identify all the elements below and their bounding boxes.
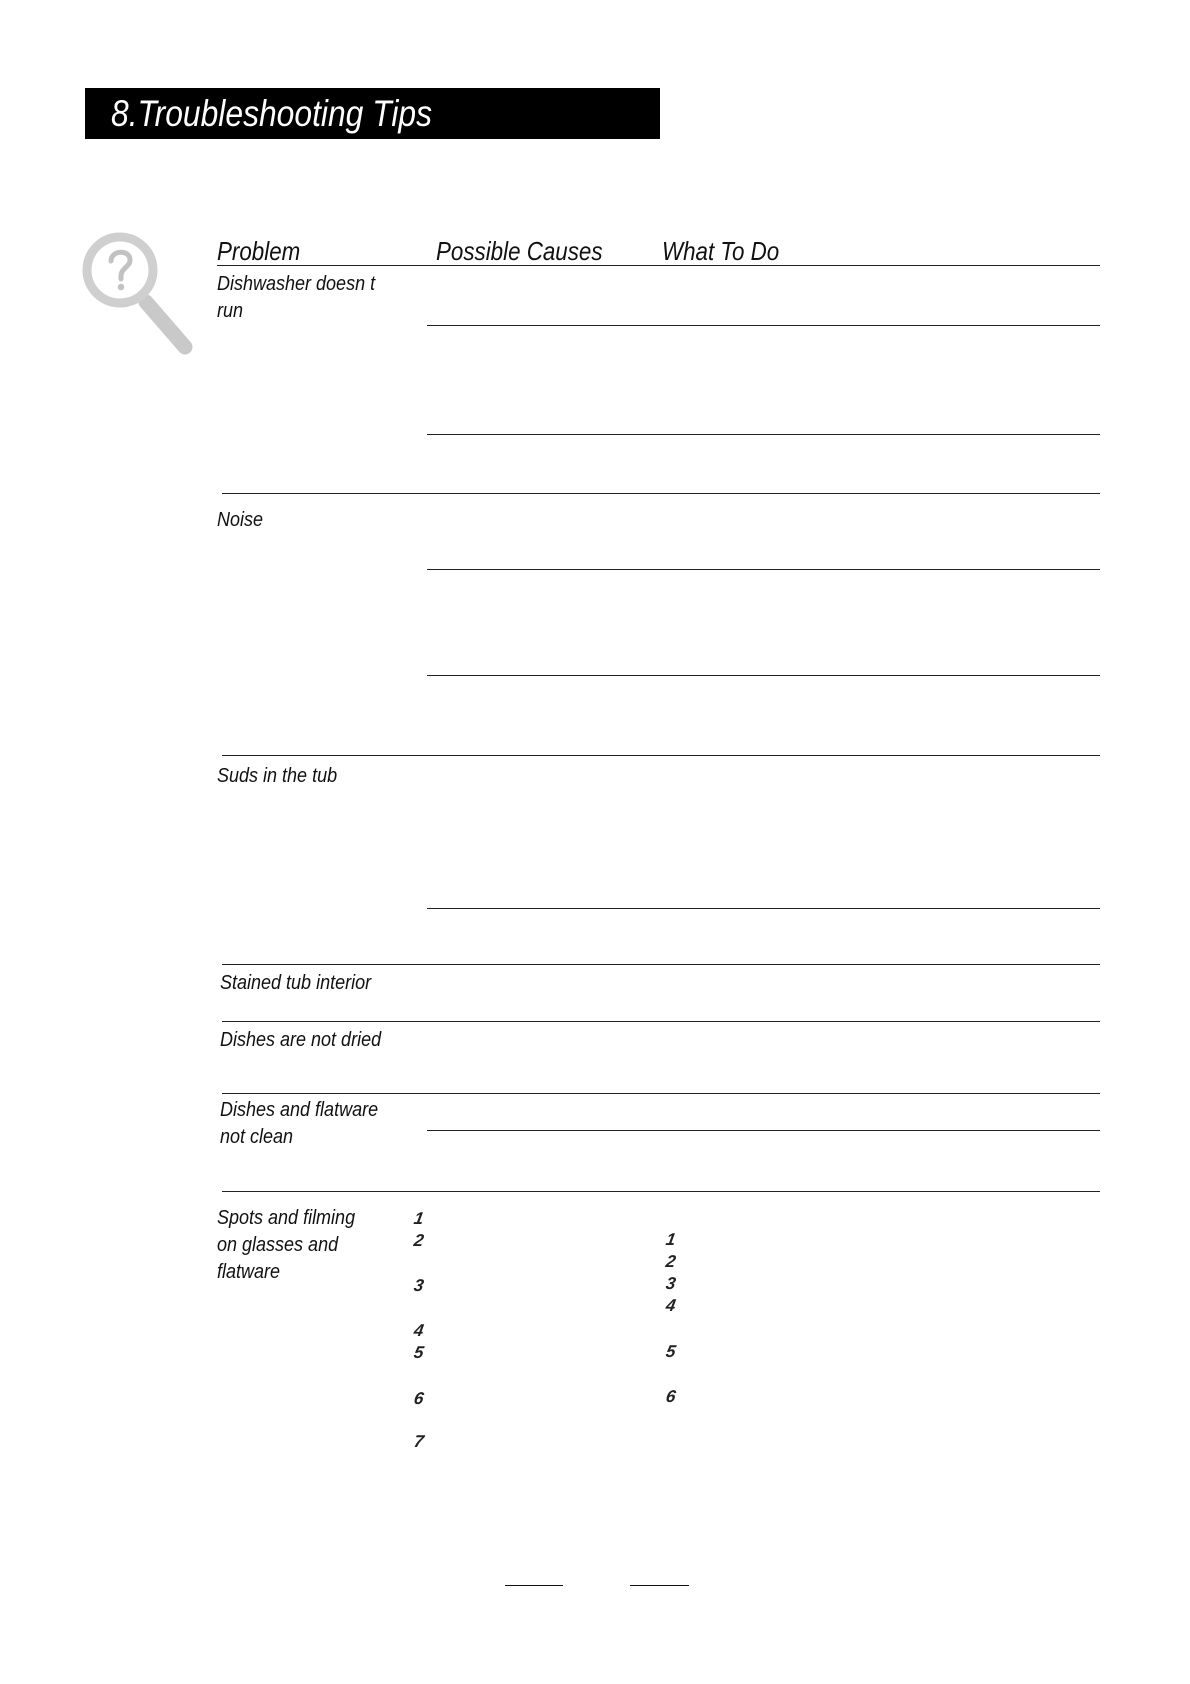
cause-number: 2 [412, 1231, 426, 1250]
row-divider [222, 1021, 1100, 1022]
problem-line: Dishes and flatware [220, 1099, 379, 1121]
row-divider [222, 1093, 1100, 1094]
problem-line: on glasses and [217, 1234, 339, 1256]
problem-noise [217, 507, 263, 534]
problem-line: Dishes are not dried [220, 1029, 382, 1051]
todo-number: 6 [664, 1387, 678, 1406]
magnifier-question-icon [80, 230, 198, 358]
row-divider [222, 964, 1100, 965]
todo-number: 5 [664, 1342, 678, 1361]
section-title-bar [85, 88, 660, 139]
header-what-to-do: What To Do [662, 236, 780, 266]
problem-suds-in-tub [217, 763, 337, 790]
cause-number: 1 [412, 1209, 426, 1228]
cause-number: 4 [412, 1321, 426, 1340]
problem-line: Stained tub interior [220, 972, 372, 994]
cause-number: 6 [412, 1389, 426, 1408]
row-divider [222, 1191, 1100, 1192]
problem-line: not clean [220, 1126, 294, 1148]
cause-divider [427, 434, 1100, 435]
cause-number: 3 [412, 1276, 426, 1295]
header-possible-causes: Possible Causes [436, 236, 603, 266]
problem-spots-and-filming [217, 1205, 355, 1286]
todo-number: 4 [664, 1296, 678, 1315]
cause-divider [427, 675, 1100, 676]
problem-line: Spots and filming [217, 1207, 356, 1229]
problem-line: run [217, 300, 244, 322]
cause-number: 7 [412, 1432, 426, 1451]
problem-dishes-not-clean [220, 1097, 378, 1151]
row-divider [222, 493, 1100, 494]
todo-number: 3 [664, 1274, 678, 1293]
todo-number: 2 [664, 1252, 678, 1271]
cause-divider [427, 325, 1100, 326]
header-divider [217, 265, 1100, 266]
cause-number: 5 [412, 1343, 426, 1362]
problem-line: Dishwasher doesn t [217, 273, 376, 295]
problem-line: Suds in the tub [217, 765, 338, 787]
todo-number: 1 [664, 1230, 678, 1249]
row-divider [222, 755, 1100, 756]
problem-line: Noise [217, 509, 264, 531]
footer-underline-right [630, 1585, 689, 1586]
cause-divider [427, 569, 1100, 570]
header-problem: Problem [217, 236, 301, 266]
problem-dishes-not-dried [220, 1027, 381, 1054]
page-title: 8.Troubleshooting Tips [111, 93, 433, 134]
problem-line: flatware [217, 1261, 281, 1283]
problem-stained-tub-interior [220, 970, 371, 997]
cause-divider [427, 908, 1100, 909]
problem-dishwasher-doesnt-run [217, 271, 375, 325]
cause-divider [427, 1130, 1100, 1131]
footer-underline-left [505, 1585, 563, 1586]
